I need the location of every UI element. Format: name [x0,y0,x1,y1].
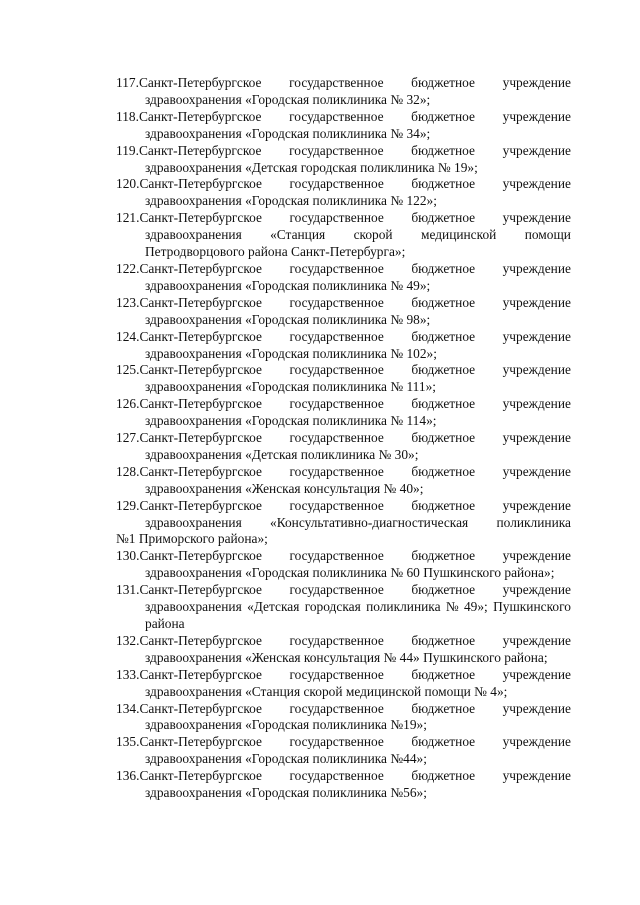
justified-word: № [445,599,459,615]
justified-word: городская [304,599,361,615]
list-item [116,329,571,363]
item-word: учреждение [502,294,571,310]
list-item [116,109,571,143]
item-number-and-word: 120.Санкт-Петербургское [116,176,262,192]
list-item [116,176,571,210]
item-continuation: здравоохранения «Станция скорой медицинской помощи № 4»; [145,683,508,699]
item-first-line [116,734,571,751]
justified-word: поликлиника [496,514,571,530]
list-item [116,701,571,735]
item-word: учреждение [502,463,571,479]
item-continuation: здравоохранения «Городская поликлиника № 111»; [145,379,436,395]
item-word: бюджетное [411,497,476,513]
item-continuation: здравоохранения «Городская поликлиника № 102»; [145,345,437,361]
list-item [116,548,571,582]
item-word: государственное [289,328,384,344]
list-item [116,667,571,701]
item-continuation: здравоохранения «Городская поликлиника №56»; [145,785,427,801]
item-word: государственное [289,497,384,513]
item-word: государственное [289,463,384,479]
item-continuation: здравоохранения «Городская поликлиника №44»; [145,751,427,767]
item-continuation: здравоохранения «Детская городская поликлиника № 19»; [145,159,478,175]
item-word: бюджетное [411,632,476,648]
item-word: учреждение [502,497,571,513]
justified-word: здравоохранения [145,599,242,615]
item-number-and-word: 133.Санкт-Петербургское [116,666,262,682]
item-word: государственное [289,582,384,598]
item-word: бюджетное [411,700,476,716]
list-item [116,464,571,498]
item-continuation: здравоохранения «Городская поликлиника № 114»; [145,413,437,429]
item-continuation: здравоохранения «Женская консультация № 44» Пушкинского района; [145,649,548,665]
item-number-and-word: 135.Санкт-Петербургское [116,734,262,750]
justified-word: «Консультативно-диагностическая [270,514,469,530]
justified-word: здравоохранения [145,227,242,243]
item-word: учреждение [502,734,571,750]
item-word: учреждение [502,632,571,648]
item-word: учреждение [502,700,571,716]
justified-word: здравоохранения [145,514,242,530]
justified-word: «Станция [270,227,326,243]
item-word: бюджетное [411,328,476,344]
item-word: государственное [289,210,384,226]
item-word: государственное [289,548,384,564]
item-continuation-justified [116,515,571,532]
item-continuation: здравоохранения «Городская поликлиника № 60 Пушкинского района»; [145,565,555,581]
item-word: государственное [289,108,384,124]
item-word: учреждение [502,260,571,276]
item-word: государственное [289,362,384,378]
item-word: учреждение [502,396,571,412]
item-continuation: Петродворцового района Санкт-Петербурга»; [145,244,406,260]
item-first-line [116,548,571,565]
list-item [116,430,571,464]
item-number-and-word: 128.Санкт-Петербургское [116,463,262,479]
item-number-and-word: 122.Санкт-Петербургское [116,260,262,276]
item-continuation: здравоохранения «Городская поликлиника № 34»; [145,125,431,141]
item-word: государственное [289,632,384,648]
item-continuation: здравоохранения «Городская поликлиника № 32»; [145,91,431,107]
list-item [116,396,571,430]
item-number-and-word: 119.Санкт-Петербургское [116,142,262,158]
item-number-and-word: 125.Санкт-Петербургское [116,362,262,378]
item-word: государственное [289,666,384,682]
item-number-and-word: 129.Санкт-Петербургское [116,497,262,513]
item-word: учреждение [502,362,571,378]
item-word: учреждение [502,666,571,682]
item-continuation: здравоохранения «Детская поликлиника № 30»; [145,446,419,462]
item-first-line [116,210,571,227]
list-item [116,210,571,261]
item-continuation-wrap: №1 Приморского района»; [116,531,268,547]
item-word: государственное [289,294,384,310]
justified-word: помощи [524,227,571,243]
list-item [116,582,571,633]
item-word: бюджетное [411,430,476,446]
item-word: бюджетное [411,734,476,750]
item-number-and-word: 117.Санкт-Петербургское [116,75,262,90]
item-first-line [116,295,571,312]
item-word: бюджетное [411,260,476,276]
list-item [116,295,571,329]
item-first-line [116,633,571,650]
item-number-and-word: 131.Санкт-Петербургское [116,582,262,598]
item-first-line [116,667,571,684]
item-word: учреждение [502,548,571,564]
item-word: бюджетное [411,362,476,378]
item-word: учреждение [502,768,571,784]
item-first-line [116,464,571,481]
item-number-and-word: 136.Санкт-Петербургское [116,768,262,784]
item-first-line [116,362,571,379]
item-word: бюджетное [411,396,476,412]
item-number-and-word: 130.Санкт-Петербургское [116,548,262,564]
item-word: государственное [289,396,384,412]
item-number-and-word: 132.Санкт-Петербургское [116,632,262,648]
item-word: учреждение [502,108,571,124]
item-word: бюджетное [411,176,476,192]
item-word: учреждение [502,430,571,446]
item-first-line [116,582,571,599]
list-item [116,75,571,109]
item-word: бюджетное [411,768,476,784]
item-word: учреждение [502,328,571,344]
item-first-line [116,768,571,785]
item-word: государственное [289,75,384,90]
item-word: бюджетное [411,582,476,598]
item-number-and-word: 126.Санкт-Петербургское [116,396,262,412]
item-word: бюджетное [411,108,475,124]
list-item [116,633,571,667]
justified-word: 49»; [463,599,488,615]
item-word: государственное [289,768,384,784]
item-word: государственное [289,430,384,446]
item-word: бюджетное [411,210,476,226]
institution-list [116,75,571,802]
item-first-line [116,261,571,278]
justified-word: медицинской [420,227,497,243]
justified-word: скорой [353,227,393,243]
item-word: учреждение [502,210,571,226]
item-word: бюджетное [411,463,476,479]
list-item [116,362,571,396]
item-number-and-word: 124.Санкт-Петербургское [116,328,262,344]
item-first-line [116,430,571,447]
item-word: государственное [289,260,384,276]
item-first-line [116,701,571,718]
item-number-and-word: 134.Санкт-Петербургское [116,700,262,716]
item-continuation: здравоохранения «Городская поликлиника № 49»; [145,277,431,293]
item-number-and-word: 118.Санкт-Петербургское [116,108,262,124]
item-word: бюджетное [411,294,476,310]
list-item [116,143,571,177]
item-word: бюджетное [411,666,476,682]
item-first-line [116,329,571,346]
list-item [116,498,571,549]
item-word: государственное [289,176,384,192]
list-item [116,261,571,295]
item-word: учреждение [502,142,571,158]
item-continuation: здравоохранения «Городская поликлиника № 98»; [145,311,431,327]
item-continuation: здравоохранения «Женская консультация № 40»; [145,480,424,496]
item-word: учреждение [502,75,571,90]
item-continuation: здравоохранения «Городская поликлиника № 122»; [145,193,437,209]
item-number-and-word: 121.Санкт-Петербургское [116,210,262,226]
item-first-line [116,176,571,193]
item-word: бюджетное [411,548,476,564]
item-number-and-word: 123.Санкт-Петербургское [116,294,262,310]
item-word: бюджетное [411,75,475,90]
justified-word: поликлиника [366,599,441,615]
justified-word: «Детская [247,599,300,615]
list-item [116,734,571,768]
item-continuation-justified [116,227,571,244]
item-continuation-justified [116,599,571,616]
list-item [116,768,571,802]
item-word: государственное [289,734,384,750]
item-first-line [116,109,571,126]
item-word: учреждение [502,582,571,598]
item-continuation: здравоохранения «Городская поликлиника №19»; [145,717,427,733]
item-word: учреждение [502,176,571,192]
justified-word: Пушкинского [493,599,571,615]
item-first-line [116,396,571,413]
item-first-line [116,143,571,160]
item-number-and-word: 127.Санкт-Петербургское [116,430,262,446]
item-first-line [116,498,571,515]
item-word: бюджетное [411,142,475,158]
item-word: государственное [289,700,384,716]
item-first-line [116,75,571,92]
item-continuation: района [145,616,185,631]
item-word: государственное [289,142,384,158]
